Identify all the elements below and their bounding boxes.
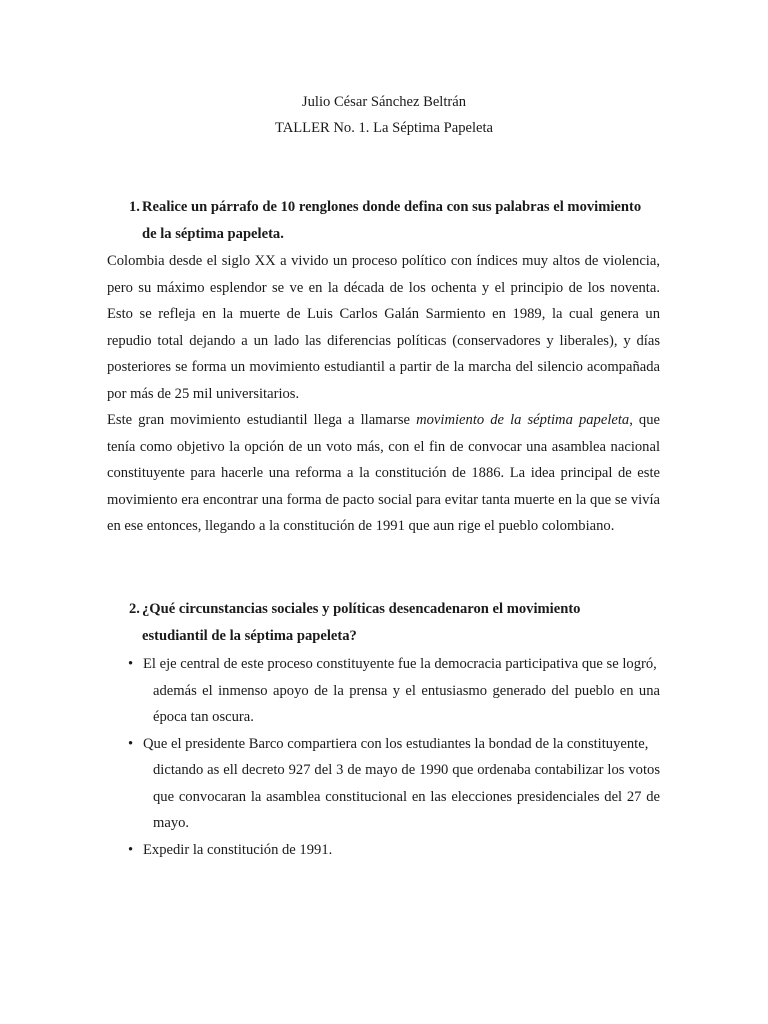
- answer-1-paragraph-2-end: , que tenía como objetivo la opción de un voto más, con el fin de convocar una asamblea nacional constituyente para hacerle una reforma a la constitución de 1886. La idea principal de este movimiento era encontrar una forma de pacto social para evitar tanta muerte en la que se vivía en ese entonces, llegando a la constitución de 1991 que aun rige el pueblo colombiano.: [107, 412, 660, 534]
- document-title: TALLER No. 1. La Séptima Papeleta: [274, 120, 494, 136]
- bullet-1-first: El eje central de este proceso constituyente fue la democracia participativa que se logró,: [143, 656, 657, 672]
- question-1-line-2: de la séptima papeleta.: [142, 225, 284, 242]
- answer-1-paragraph-1: Colombia desde el siglo XX a vivido un proceso político con índices muy altos de violencia, pero su máximo esplendor se ve en la década de los ochenta y el principio de los noventa. Esto se refleja en la muerte de Luis Carlos Galán Sarmiento en 1989, la cual genera un repudio total dejando a un lado las diferencias políticas (conservadores y liberales), y días posteriores se forma un movimiento estudiantil a partir de la marcha del silencio acompañada por más de 25 mil universitarios.: [107, 253, 660, 402]
- question-1-number: 1.: [129, 199, 140, 215]
- question-2-line-2: estudiantil de la séptima papeleta?: [142, 627, 357, 644]
- movement-name-italic: movimiento de la séptima papeleta: [416, 412, 630, 428]
- question-2: [129, 596, 660, 649]
- question-2-number: 2.: [129, 601, 140, 617]
- question-1: [129, 194, 660, 247]
- question-2-line-1: ¿Qué circunstancias sociales y políticas desencadenaron el movimiento: [142, 601, 581, 617]
- bullet-icon: •: [128, 656, 134, 672]
- bullet-1-rest: además el inmenso apoyo de la prensa y el entusiasmo generado del pueblo en una época tan oscura.: [153, 682, 660, 725]
- question-1-text: [142, 194, 660, 247]
- bullet-3-first: Expedir la constitución de 1991.: [143, 841, 333, 858]
- author-name: Julio César Sánchez Beltrán: [301, 94, 467, 110]
- answer-1-paragraph-2: [107, 407, 660, 540]
- bullet-icon: •: [128, 841, 134, 858]
- answer-1-paragraph-2-start: Este gran movimiento estudiantil llega a llamarse: [107, 412, 417, 428]
- question-1-line-1: Realice un párrafo de 10 renglones donde defina con sus palabras el movimiento: [142, 199, 642, 215]
- list-item: [129, 837, 660, 864]
- question-2-text: [142, 596, 660, 649]
- list-item: [129, 731, 660, 837]
- bullet-2-rest: dictando as ell decreto 927 del 3 de mayo de 1990 que ordenaba contabilizar los votos que convocaran la asamblea constitucional en las elecciones presidenciales del 27 de mayo.: [153, 762, 660, 831]
- answer-2-bullet-list: [129, 651, 660, 863]
- bullet-icon: •: [128, 735, 134, 752]
- list-item: [129, 651, 660, 731]
- bullet-2-first: Que el presidente Barco compartiera con los estudiantes la bondad de la constituyente,: [143, 735, 649, 752]
